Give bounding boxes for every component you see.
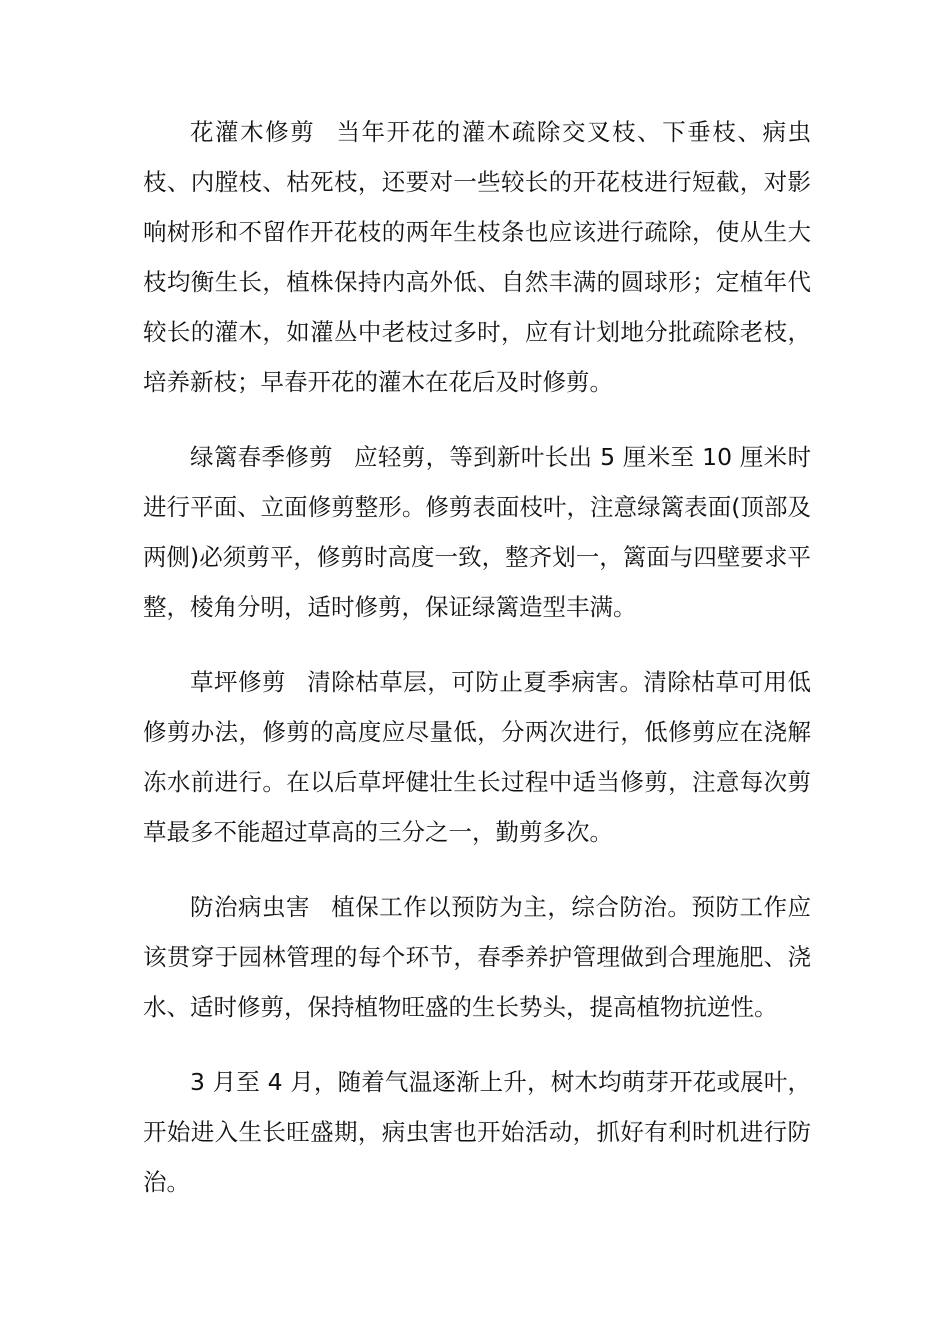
paragraph-shrub-pruning [143, 107, 811, 407]
paragraph-march-april [143, 1057, 811, 1207]
paragraph-heading: 草坪修剪 [190, 668, 287, 696]
document-body [143, 107, 811, 1232]
paragraph-heading: 绿篱春季修剪 [190, 443, 333, 471]
paragraph-lawn-pruning [143, 657, 811, 857]
paragraph-pest-control [143, 882, 811, 1032]
paragraph-text: 植保工作以预防为主，综合防治。预防工作应该贯穿于园林管理的每个环节，春季养护管理做到合理施肥、浇水、适时修剪，保持植物旺盛的生长势头，提高植物抗逆性。 [143, 893, 812, 1021]
paragraph-hedge-pruning [143, 432, 811, 632]
paragraph-heading: 防治病虫害 [190, 893, 311, 921]
paragraph-text: 清除枯草层，可防止夏季病害。清除枯草可用低修剪办法，修剪的高度应尽量低，分两次进行，低修剪应在浇解冻水前进行。在以后草坪健壮生长过程中适当修剪，注意每次剪草最多不能超过草高的三分之一，勤剪多次。 [143, 668, 812, 846]
paragraph-text: 应轻剪，等到新叶长出 5 厘米至 10 厘米时进行平面、立面修剪整形。修剪表面枝叶，注意绿篱表面(顶部及两侧)必须剪平，修剪时高度一致，整齐划一，篱面与四壁要求平整，棱角分明，适时修剪，保证绿篱造型丰满。 [143, 443, 812, 621]
paragraph-text: 3 月至 4 月，随着气温逐渐上升，树木均萌芽开花或展叶，开始进入生长旺盛期，病虫害也开始活动，抓好有利时机进行防治。 [143, 1068, 811, 1196]
paragraph-heading: 花灌木修剪 [190, 118, 316, 146]
paragraph-text: 当年开花的灌木疏除交叉枝、下垂枝、病虫枝、内膛枝、枯死枝，还要对一些较长的开花枝进行短截，对影响树形和不留作开花枝的两年生枝条也应该进行疏除，使从生大枝均衡生长，植株保持内高外低、自然丰满的圆球形；定植年代较长的灌木，如灌丛中老枝过多时，应有计划地分批疏除老枝，培养新枝；早春开花的灌木在花后及时修剪。 [143, 118, 812, 396]
